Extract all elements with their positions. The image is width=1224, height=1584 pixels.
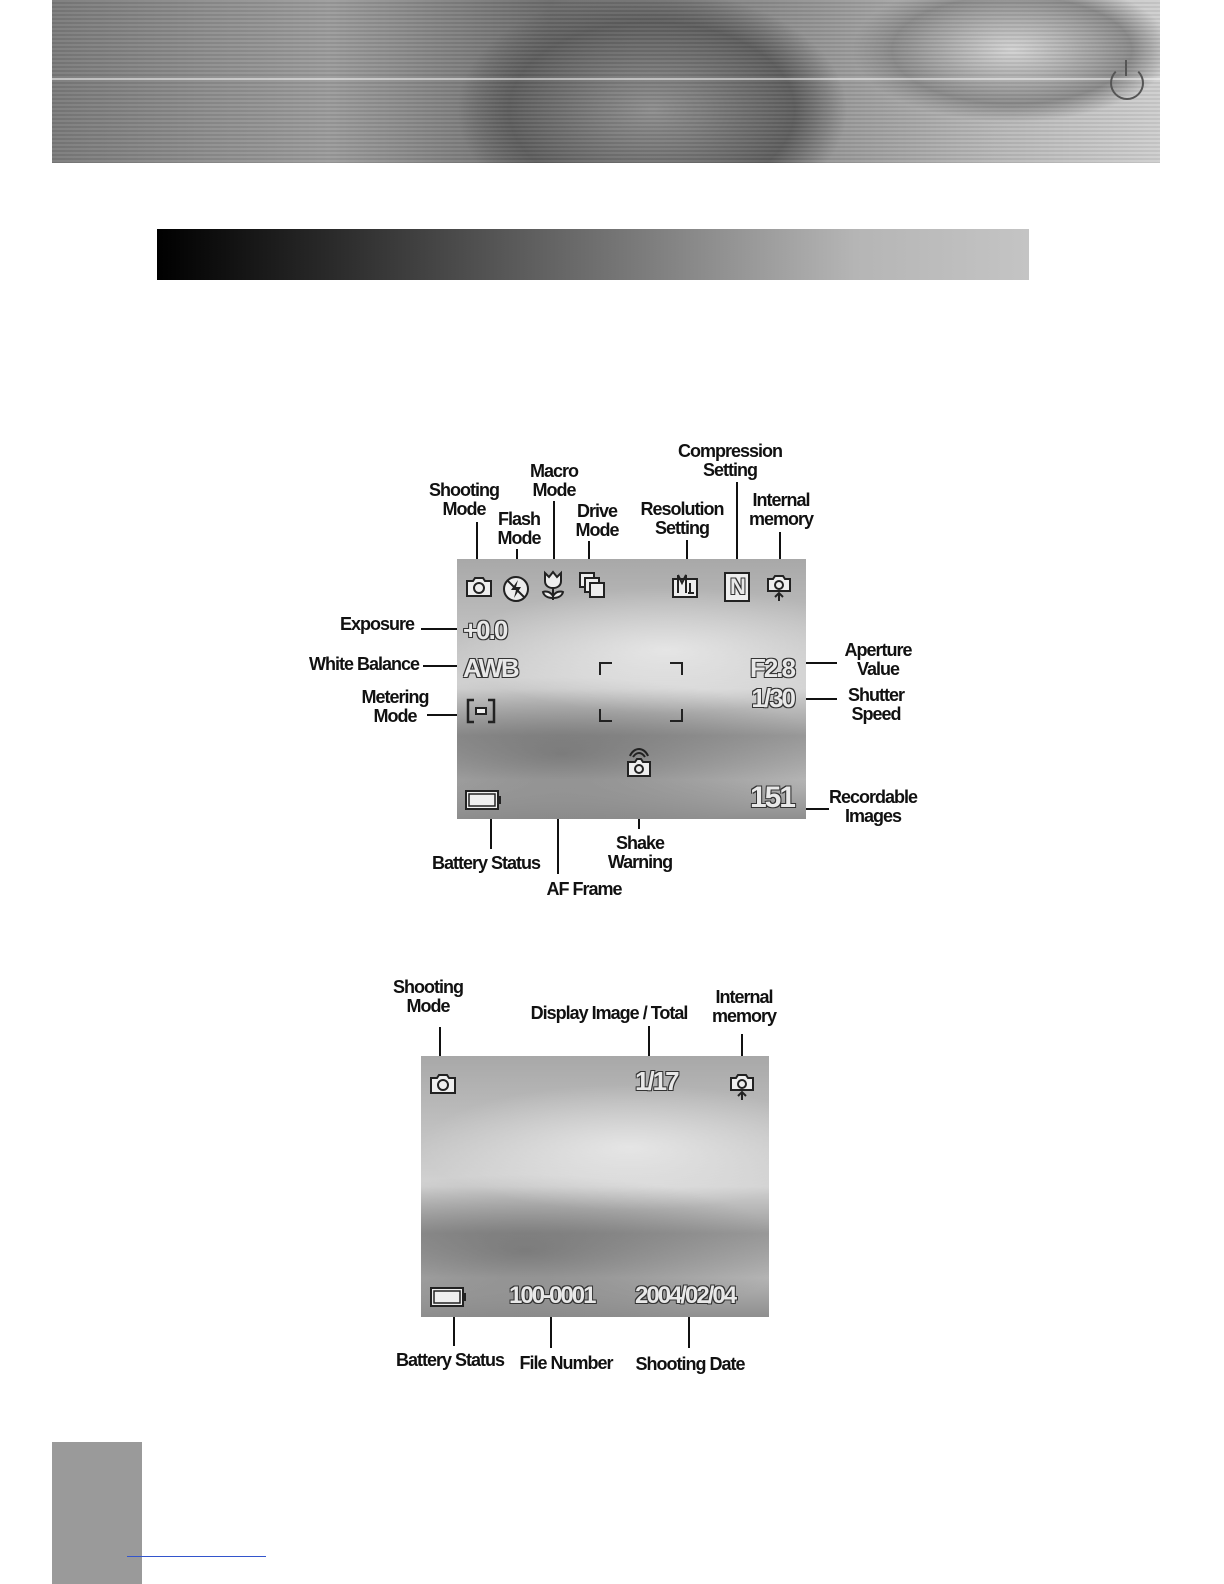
- shake-warning-icon: [625, 748, 653, 778]
- drive-continuous-icon: [578, 571, 606, 599]
- label-shutter-speed: Shutter Speed: [848, 685, 904, 724]
- internal-memory-icon: [729, 1072, 755, 1102]
- label-af-frame: AF Frame: [546, 879, 622, 899]
- leader-shooting-date: [688, 1312, 690, 1348]
- compression-icon: N: [724, 572, 750, 602]
- image-count-value: 1/17: [635, 1066, 678, 1096]
- label-white-balance: White Balance: [308, 654, 419, 674]
- leader-macro-mode: [553, 501, 555, 567]
- macro-flower-icon: [539, 570, 567, 602]
- leader-exposure: [421, 628, 462, 630]
- power-icon: [1110, 66, 1144, 100]
- label-file-number: File Number: [519, 1353, 613, 1373]
- label-internal-memory: Internal memory: [748, 490, 814, 529]
- internal-memory-icon: [766, 573, 792, 603]
- lcd-screen-record: [457, 559, 806, 819]
- af-corner-tl: [599, 662, 612, 675]
- camera-icon: [465, 575, 493, 599]
- section-title-bar: [157, 229, 1029, 280]
- resolution-icon: [671, 571, 699, 599]
- page-number-tab: [52, 1442, 142, 1584]
- label-battery-status: Battery Status: [431, 853, 541, 873]
- label-metering-mode: Metering Mode: [361, 687, 429, 726]
- banner-stripe: [52, 78, 1160, 80]
- white-balance-value: AWB: [463, 653, 518, 683]
- label-resolution-setting: Resolution Setting: [640, 499, 724, 538]
- label-internal-memory-2: Internal memory: [711, 987, 777, 1026]
- aperture-value: F2.8: [749, 653, 794, 683]
- label-battery-status-2: Battery Status: [395, 1350, 505, 1370]
- footer-link[interactable]: [127, 1556, 266, 1557]
- label-macro-mode: Macro Mode: [529, 461, 579, 500]
- label-exposure: Exposure: [339, 614, 414, 634]
- label-drive-mode: Drive Mode: [575, 501, 619, 540]
- label-flash-mode: Flash Mode: [497, 509, 541, 548]
- battery-icon: [429, 1286, 467, 1308]
- label-shake-warning: Shake Warning: [607, 833, 673, 872]
- battery-icon: [464, 789, 502, 811]
- shooting-date-value: 2004/02/04: [635, 1282, 736, 1309]
- flash-off-icon: [502, 575, 530, 603]
- af-corner-br: [670, 709, 683, 722]
- leader-battery-status: [490, 816, 492, 849]
- leader-file-number: [550, 1312, 552, 1348]
- camera-icon: [429, 1072, 457, 1096]
- shutter-speed-value: 1/30: [751, 683, 794, 713]
- lcd-screen-playback: [421, 1056, 769, 1317]
- metering-icon: [466, 698, 496, 724]
- af-corner-tr: [670, 662, 683, 675]
- label-shooting-mode: Shooting Mode: [429, 480, 499, 519]
- header-banner: [52, 0, 1160, 163]
- label-recordable-images: Recordable Images: [828, 787, 918, 826]
- label-shooting-date: Shooting Date: [635, 1354, 745, 1374]
- label-display-image-total: Display Image / Total: [530, 1003, 688, 1023]
- file-number-value: 100-0001: [509, 1282, 595, 1309]
- leader-compression-setting: [736, 482, 738, 571]
- recordable-images-value: 151: [749, 781, 794, 814]
- exposure-value: +0.0: [463, 615, 507, 645]
- label-aperture-value: Aperture Value: [844, 640, 912, 679]
- label-shooting-mode-2: Shooting Mode: [393, 977, 463, 1016]
- label-compression-setting: Compression Setting: [677, 441, 783, 480]
- af-corner-bl: [599, 709, 612, 722]
